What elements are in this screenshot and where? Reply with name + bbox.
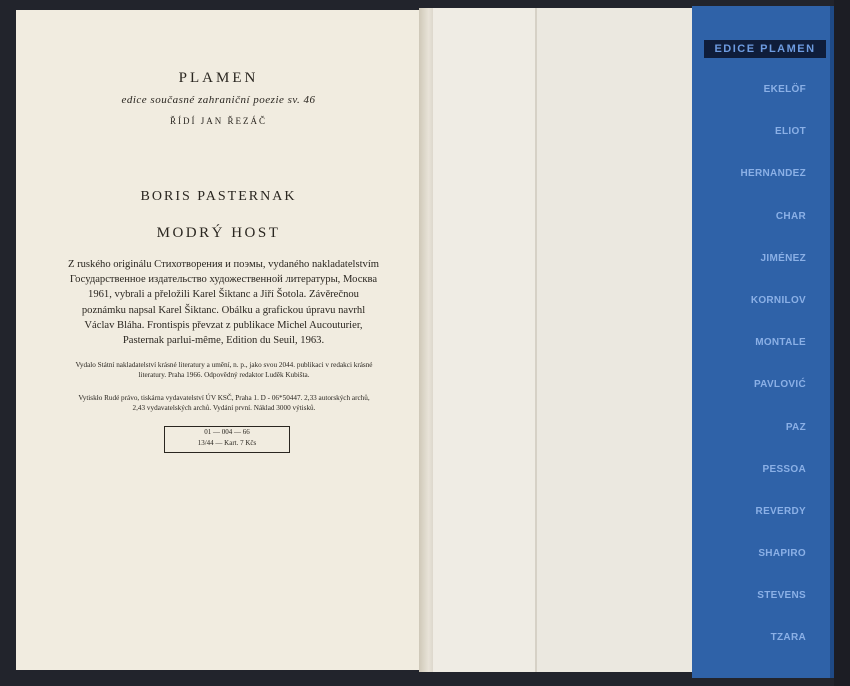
title-page	[16, 10, 423, 670]
printer-note: Vytiskło Rudé právo, tiskárna vydavatelství ÚV KSČ, Praha 1. D - 06*50447. 2,33 autorských archů, 2,43 vydavatelských archů. Vydání první. Náklad 3000 výtisků.	[78, 394, 370, 412]
series-author: ELIOT	[775, 126, 806, 138]
series-author: JIMÉNEZ	[760, 252, 806, 264]
series-author: PESSOA	[762, 463, 806, 475]
catalog-code-box	[164, 426, 290, 453]
series-author: STEVENS	[757, 590, 806, 602]
series-author: TZARA	[770, 632, 806, 644]
book-title: MODRÝ HOST	[156, 225, 281, 241]
book-cover-rim	[834, 0, 850, 686]
series-author: EKELÖF	[763, 84, 806, 95]
series-title: PLAMEN	[178, 70, 259, 86]
blank-endpaper	[433, 8, 698, 672]
series-author-list	[692, 84, 834, 675]
endpaper-fold	[537, 8, 698, 672]
catalog-code-line-1: 01 — 004 — 66	[204, 428, 250, 436]
author-name: BORIS PASTERNAK	[140, 189, 297, 204]
edition-label: EDICE PLAMEN	[704, 40, 826, 58]
series-editor: ŘÍDÍ JAN ŘEZÁČ	[170, 116, 267, 126]
series-author: SHAPIRO	[758, 548, 806, 560]
endpaper-crease	[535, 8, 537, 672]
series-author: HERNANDEZ	[740, 168, 806, 180]
series-author: PAZ	[785, 421, 806, 433]
series-author: REVERDY	[755, 505, 806, 517]
series-author: KORNILOV	[750, 294, 806, 306]
series-author: PAVLOVIĆ	[753, 379, 806, 391]
series-subtitle: edice současné zahraniční poezie sv. 46	[121, 94, 316, 106]
series-author: CHAR	[775, 210, 806, 222]
translation-credits: Z ruského originálu Стихотворения и поэмы, vydaného nakladatelstvím Государственное издательство художественной литературы, Москва 1961, vybrali a přeložili Karel Šiktanc a Jiří Šotola. Závěrečnou poznámku napsal Karel Šiktanc. Obálku a grafickou úpravu navrhl Václav Bláha. Frontispis převzat z publikace Michel Aucouturier, Pasternak parlui-même, Edition du Seuil, 1963.	[67, 259, 380, 347]
catalog-code-line-2: 13/44 — Kart. 7 Kčs	[197, 439, 257, 447]
dust-jacket-flap	[692, 6, 834, 678]
publisher-note: Vydalo Státní nakladatelství krásné literatury a umění, n. p., jako svou 2044. publikaci v redakci krásné literatury. Praha 1966. Odpovědný redaktor Luděk Kubišta.	[75, 361, 373, 379]
series-author: MONTALE	[755, 337, 806, 349]
